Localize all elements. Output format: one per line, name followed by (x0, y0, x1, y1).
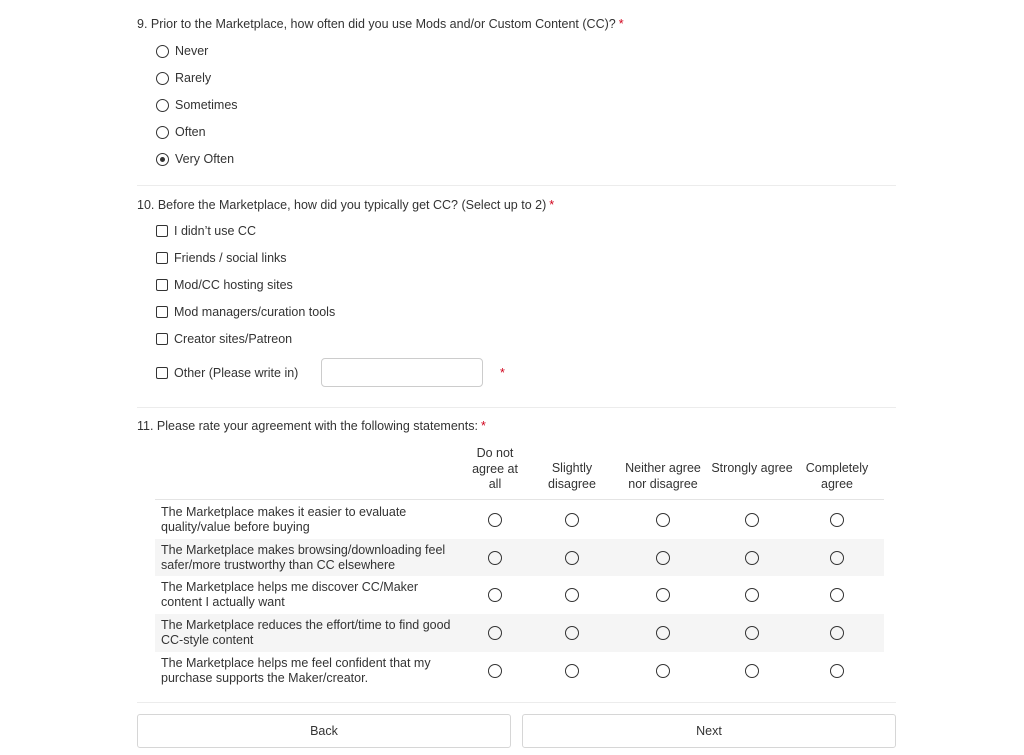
column-header: Strongly agree (711, 461, 793, 475)
rating-radio[interactable] (656, 626, 670, 640)
option-label: Very Often (175, 152, 235, 166)
option-label: Mod/CC hosting sites (174, 278, 293, 292)
back-button[interactable]: Back (137, 714, 511, 748)
option-label: Often (175, 125, 206, 139)
option-label: Friends / social links (174, 251, 287, 265)
statement-label: The Marketplace makes it easier to evaluate quality/value before buying (161, 505, 407, 534)
checkbox[interactable] (156, 225, 168, 237)
rating-radio[interactable] (656, 513, 670, 527)
divider (137, 185, 896, 186)
required-marker: * (480, 419, 486, 433)
rating-radio[interactable] (656, 588, 670, 602)
rating-radio[interactable] (656, 664, 670, 678)
rating-radio[interactable] (488, 551, 502, 565)
checkbox-option[interactable] (156, 249, 287, 267)
radio-option[interactable] (156, 150, 234, 168)
required-marker: * (500, 366, 505, 380)
checkbox-option[interactable] (156, 222, 256, 240)
rating-radio[interactable] (830, 588, 844, 602)
rating-radio[interactable] (565, 513, 579, 527)
rating-radio[interactable] (830, 513, 844, 527)
next-button[interactable]: Next (522, 714, 896, 748)
table-row (155, 652, 884, 690)
statement-label: The Marketplace helps me discover CC/Maker content I actually want (161, 580, 419, 610)
table-header-divider (155, 499, 884, 500)
rating-radio[interactable] (565, 626, 579, 640)
rating-radio[interactable] (488, 513, 502, 527)
option-label: Rarely (175, 71, 212, 85)
rating-radio[interactable] (488, 588, 502, 602)
checkbox[interactable] (156, 306, 168, 318)
option-label: Sometimes (175, 98, 238, 112)
table-row (155, 539, 884, 577)
radio-option[interactable] (156, 69, 211, 87)
table-row (155, 501, 884, 539)
checkbox-option[interactable] (156, 276, 293, 294)
divider (137, 407, 896, 408)
column-header: Completely agree (805, 461, 869, 491)
question-text: 10. Before the Marketplace, how did you typically get CC? (Select up to 2) (137, 198, 547, 212)
question-11-title (137, 419, 486, 433)
other-write-in-input[interactable] (321, 358, 483, 387)
table-row (155, 576, 884, 614)
rating-radio[interactable] (745, 664, 759, 678)
checkbox[interactable] (156, 279, 168, 291)
question-9-title (137, 17, 624, 31)
checkbox-option[interactable] (156, 303, 335, 321)
question-text: 9. Prior to the Marketplace, how often did you use Mods and/or Custom Content (CC)? (137, 17, 616, 31)
rating-radio[interactable] (488, 664, 502, 678)
radio-button[interactable] (156, 72, 169, 85)
option-label: Mod managers/curation tools (174, 305, 336, 319)
column-header: Neither agree nor disagree (625, 461, 701, 491)
column-header: Slightly disagree (548, 461, 596, 491)
rating-radio[interactable] (830, 626, 844, 640)
radio-button[interactable] (156, 99, 169, 112)
checkbox[interactable] (156, 367, 168, 379)
option-label: Never (175, 44, 209, 58)
radio-button[interactable] (156, 153, 169, 166)
option-label: Other (Please write in) (174, 366, 299, 380)
rating-radio[interactable] (488, 626, 502, 640)
option-label: Creator sites/Patreon (174, 332, 293, 346)
required-marker: * (618, 17, 624, 31)
statement-label: The Marketplace helps me feel confident that my purchase supports the Maker/creator. (161, 655, 431, 685)
question-text: 11. Please rate your agreement with the following statements: (137, 419, 478, 433)
radio-option[interactable] (156, 42, 208, 60)
rating-radio[interactable] (565, 551, 579, 565)
rating-radio[interactable] (830, 551, 844, 565)
rating-radio[interactable] (745, 588, 759, 602)
column-header: Do not agree at all (472, 446, 518, 491)
statement-label: The Marketplace reduces the effort/time to find good CC-style content (161, 618, 451, 648)
question-10-title (137, 198, 554, 212)
table-row (155, 614, 884, 652)
radio-button[interactable] (156, 45, 169, 58)
radio-option[interactable] (156, 96, 238, 114)
rating-radio[interactable] (565, 664, 579, 678)
checkbox-option-other[interactable] (156, 364, 298, 382)
option-label: I didn’t use CC (174, 224, 256, 238)
required-marker: * (549, 198, 555, 212)
rating-radio[interactable] (745, 513, 759, 527)
statement-label: The Marketplace makes browsing/downloading feel safer/more trustworthy than CC elsewhere (161, 542, 446, 572)
radio-button[interactable] (156, 126, 169, 139)
checkbox-option[interactable] (156, 330, 292, 348)
checkbox[interactable] (156, 252, 168, 264)
divider (137, 702, 896, 703)
rating-radio[interactable] (745, 551, 759, 565)
rating-radio[interactable] (745, 626, 759, 640)
checkbox[interactable] (156, 333, 168, 345)
rating-radio[interactable] (656, 551, 670, 565)
rating-radio[interactable] (565, 588, 579, 602)
radio-option[interactable] (156, 123, 206, 141)
rating-radio[interactable] (830, 664, 844, 678)
